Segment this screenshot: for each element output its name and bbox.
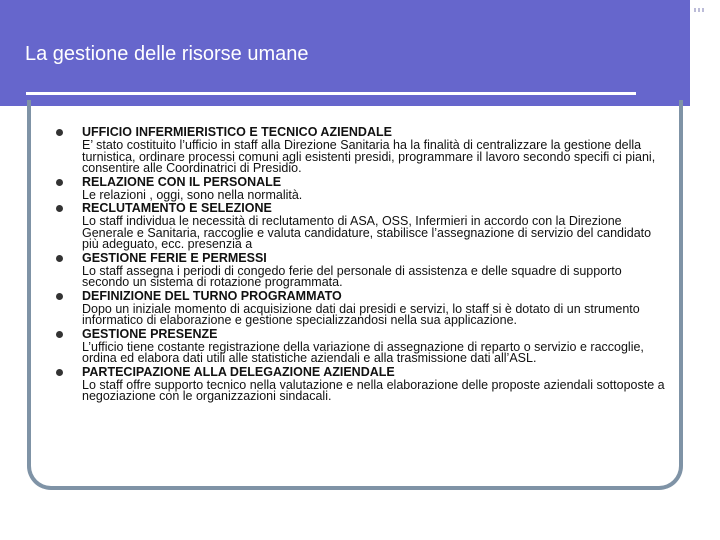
bullet-dot-icon — [56, 369, 63, 376]
bullet-dot-icon — [56, 179, 63, 186]
list-item — [56, 365, 666, 403]
bullet-dot-icon — [56, 293, 63, 300]
item-body: E’ stato costituito l’ufficio in staff alla Direzione Sanitaria ha la finalità di centralizzare la gestione della turnistica, ordinare processi comuni agli esistenti presidi, programmare il lavoro secondo specifi ci piani, consentire alle Coordinatrici di Presidio. — [82, 138, 656, 175]
item-heading: RECLUTAMENTO E SELEZIONE — [82, 201, 272, 215]
header-bar — [0, 0, 720, 106]
bullet-dot-icon — [56, 255, 63, 262]
item-body: Lo staff offre supporto tecnico nella valutazione e nella elaborazione delle proposte aziendali sottoposte a negoziazione con le organizzazioni sindacali. — [82, 377, 665, 403]
item-heading: DEFINIZIONE DEL TURNO PROGRAMMATO — [82, 288, 342, 303]
item-heading: PARTECIPAZIONE ALLA DELEGAZIONE AZIENDALE — [82, 364, 395, 379]
item-body: Lo staff individua le necessità di reclutamento di ASA, OSS, Infermieri in accordo con la Direzione Generale e Sanitaria, raccoglie e valuta candidature, stabilisce l’assegnazione di servizio del candidato più adeguato, ecc. presenzia a — [82, 214, 652, 251]
item-heading: UFFICIO INFERMIERISTICO E TECNICO AZIENDALE — [82, 125, 392, 139]
bullet-dot-icon — [56, 205, 63, 212]
dotted-pattern-icon — [694, 8, 706, 12]
item-heading: GESTIONE FERIE E PERMESSI — [82, 250, 267, 265]
list-item — [56, 201, 666, 251]
slide-title: La gestione delle risorse umane — [25, 43, 309, 65]
item-heading: GESTIONE PRESENZE — [82, 326, 218, 341]
list-item — [56, 289, 666, 327]
list-item — [56, 125, 666, 175]
title-underline — [26, 92, 636, 95]
bullet-dot-icon — [56, 129, 63, 136]
list-item — [56, 175, 666, 202]
bullet-list — [56, 125, 666, 403]
corner-decoration — [690, 0, 720, 106]
item-heading: RELAZIONE CON IL PERSONALE — [82, 174, 282, 189]
item-body: Dopo un iniziale momento di acquisizione dati dai presidi e servizi, lo staff si è dotato di un strumento informatico di elaborazione e gestione specializzandosi nella sua applicazione. — [82, 301, 640, 327]
item-body: Le relazioni , oggi, sono nella normalità. — [82, 187, 303, 202]
bullet-dot-icon — [56, 331, 63, 338]
item-body: Lo staff assegna i periodi di congedo ferie del personale di assistenza e delle squadre di supporto secondo un sistema di rotazione programmata. — [82, 263, 622, 289]
list-item — [56, 251, 666, 289]
list-item — [56, 327, 666, 365]
item-body: L’ufficio tiene costante registrazione della variazione di assegnazione di reparto o servizio e raccoglie, ordina ed elabora dati utili alle statistiche aziendali e alla trasmissione dati all’ASL. — [82, 339, 644, 365]
